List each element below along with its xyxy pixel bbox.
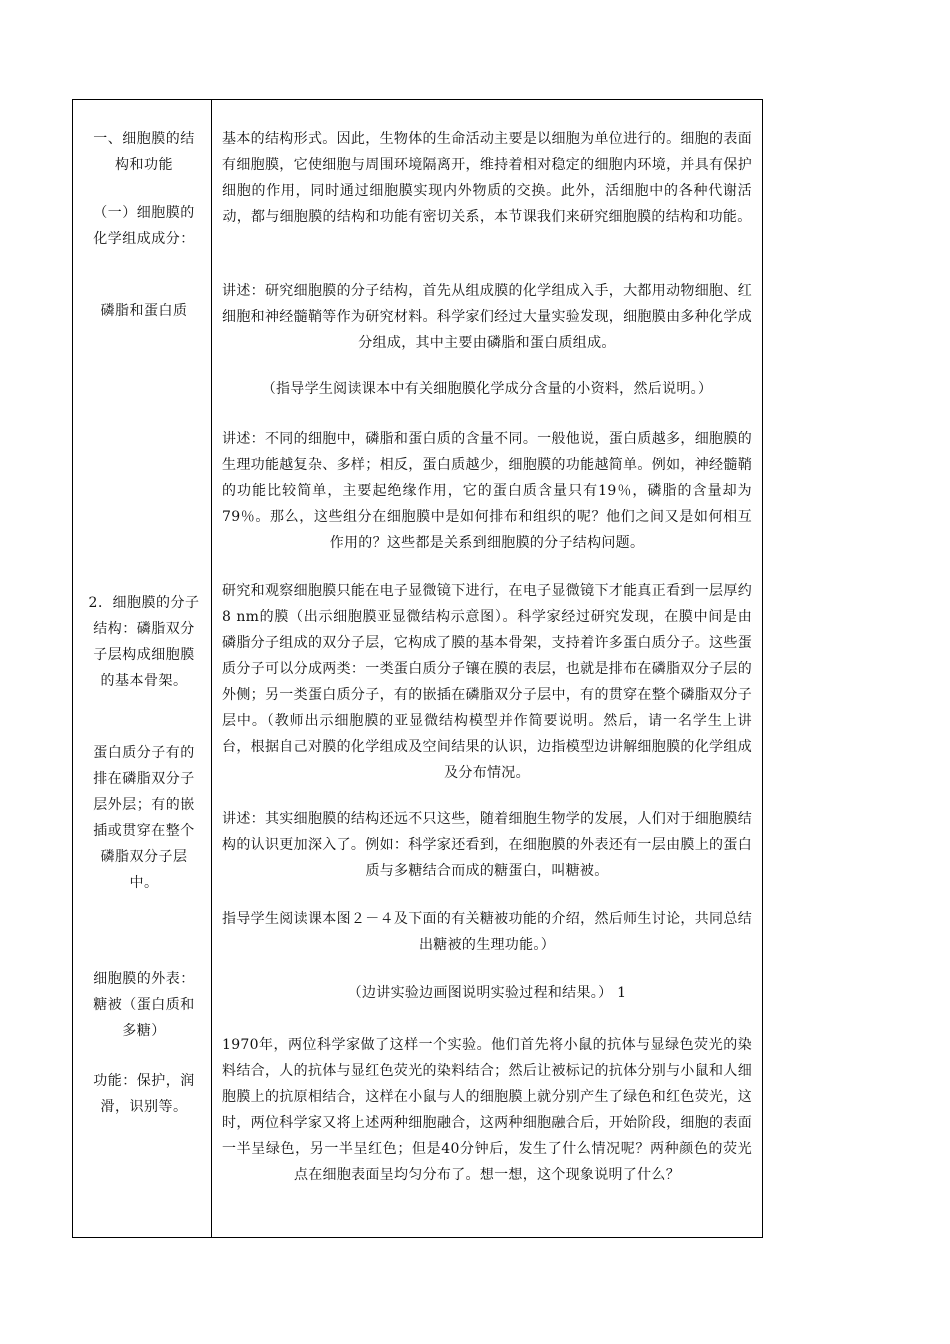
experiment-instruction: （边讲实验边画图说明实验过程和结果。） 1 [347,985,627,1001]
intro-paragraph: 基本的结构形式。因此，生物体的生命活动主要是以细胞为单位进行的。细胞的表面有细胞膜，它使细胞与周围环境隔离开，维持着相对稳定的细胞内环境，并具有保护细胞的作用，同时通过细胞膜实现内外物质的交换。此外，活细胞中的各种代谢活动，都与细胞膜的结构和功能有密切关系，本节课我们来研究细胞膜的结构和功能。 [222,131,752,225]
left-column [73,100,211,1237]
reading-instruction: （指导学生阅读课本中有关细胞膜化学成分含量的小资料，然后说明。） [261,381,713,397]
note-glycocalyx: 细胞膜的外表：糖被（蛋白质和多糖） [93,971,195,1039]
glycocalyx-reading-instruction: 指导学生阅读课本图２－４及下面的有关糖被功能的介绍，然后师生讨论，共同总结出糖被的生理功能。） [222,911,752,953]
lecture-glycocalyx: 讲述：其实细胞膜的结构还远不只这些，随着细胞生物学的发展，人们对于细胞膜结构的认识更加深入了。例如：科学家还看到，在细胞膜的外表还有一层由膜上的蛋白质与多糖结合而成的糖蛋白，叫糖被。 [222,811,752,879]
heading-molecular-structure: 2．细胞膜的分子结构：磷脂双分子层构成细胞膜的基本骨架。 [88,595,200,689]
heading-membrane-structure-function: 一、细胞膜的结构和功能 [93,131,195,173]
note-glycocalyx-function: 功能：保护，润滑，识别等。 [93,1073,195,1115]
paragraph-electron-microscope: 研究和观察细胞膜只能在电子显微镜下进行，在电子显微镜下才能真正看到一层厚约8 nm的膜（出示细胞膜亚显微结构示意图）。科学家经过研究发现，在膜中间是由磷脂分子组成的双分子层，它构成了膜的基本骨架，支持着许多蛋白质分子。这些蛋质分子可以分成两类：一类蛋白质分子镶在膜的表层，也就是排布在磷脂双分子层的外侧；另一类蛋白质分子，有的嵌插在磷脂双分子层中，有的贯穿在整个磷脂双分子层中。（教师出示细胞膜的亚显微结构模型并作简要说明。然后，请一名学生上讲台，根据自己对膜的化学组成及空间结果的认识，边指模型边讲解细胞膜的化学组成及分布情况。 [222,583,752,781]
heading-chemical-composition: （一）细胞膜的化学组成成分： [93,205,195,247]
lecture-chemical-composition: 讲述：研究细胞膜的分子结构，首先从组成膜的化学组成入手，大都用动物细胞、红细胞和神经髓鞘等作为研究材料。科学家们经过大量实验发现，细胞膜由多种化学成分组成，其中主要由磷脂和蛋白质组成。 [222,283,752,351]
content-table [72,99,763,1238]
right-column [212,100,762,1237]
note-phospholipid-protein: 磷脂和蛋白质 [100,303,188,319]
lecture-content-differences: 讲述：不同的细胞中，磷脂和蛋白质的含量不同。一般他说，蛋白质越多，细胞膜的生理功能越复杂、多样；相反，蛋白质越少，细胞膜的功能越简单。例如，神经髓鞘的功能比较简单，主要起绝缘作用，它的蛋白质含量只有19％，磷脂的含量却为79％。那么，这些组分在细胞膜中是如何排布和组织的呢？他们之间又是如何相互作用的？这些都是关系到细胞膜的分子结构问题。 [222,431,752,551]
experiment-paragraph: 1970年，两位科学家做了这样一个实验。他们首先将小鼠的抗体与显绿色荧光的染料结合，人的抗体与显红色荧光的染料结合；然后让被标记的抗体分别与小鼠和人细胞膜上的抗原相结合，这样在小鼠与人的细胞膜上就分别产生了绿色和红色荧光，这时，两位科学家又将上述两种细胞融合，这两种细胞融合后，开始阶段，细胞的表面一半呈绿色，另一半呈红色；但是40分钟后，发生了什么情况呢？两种颜色的荧光点在细胞表面呈均匀分布了。想一想，这个现象说明了什么？ [222,1037,752,1183]
note-protein-distribution: 蛋白质分子有的排在磷脂双分子层外层；有的嵌插或贯穿在整个磷脂双分子层中。 [93,745,195,891]
